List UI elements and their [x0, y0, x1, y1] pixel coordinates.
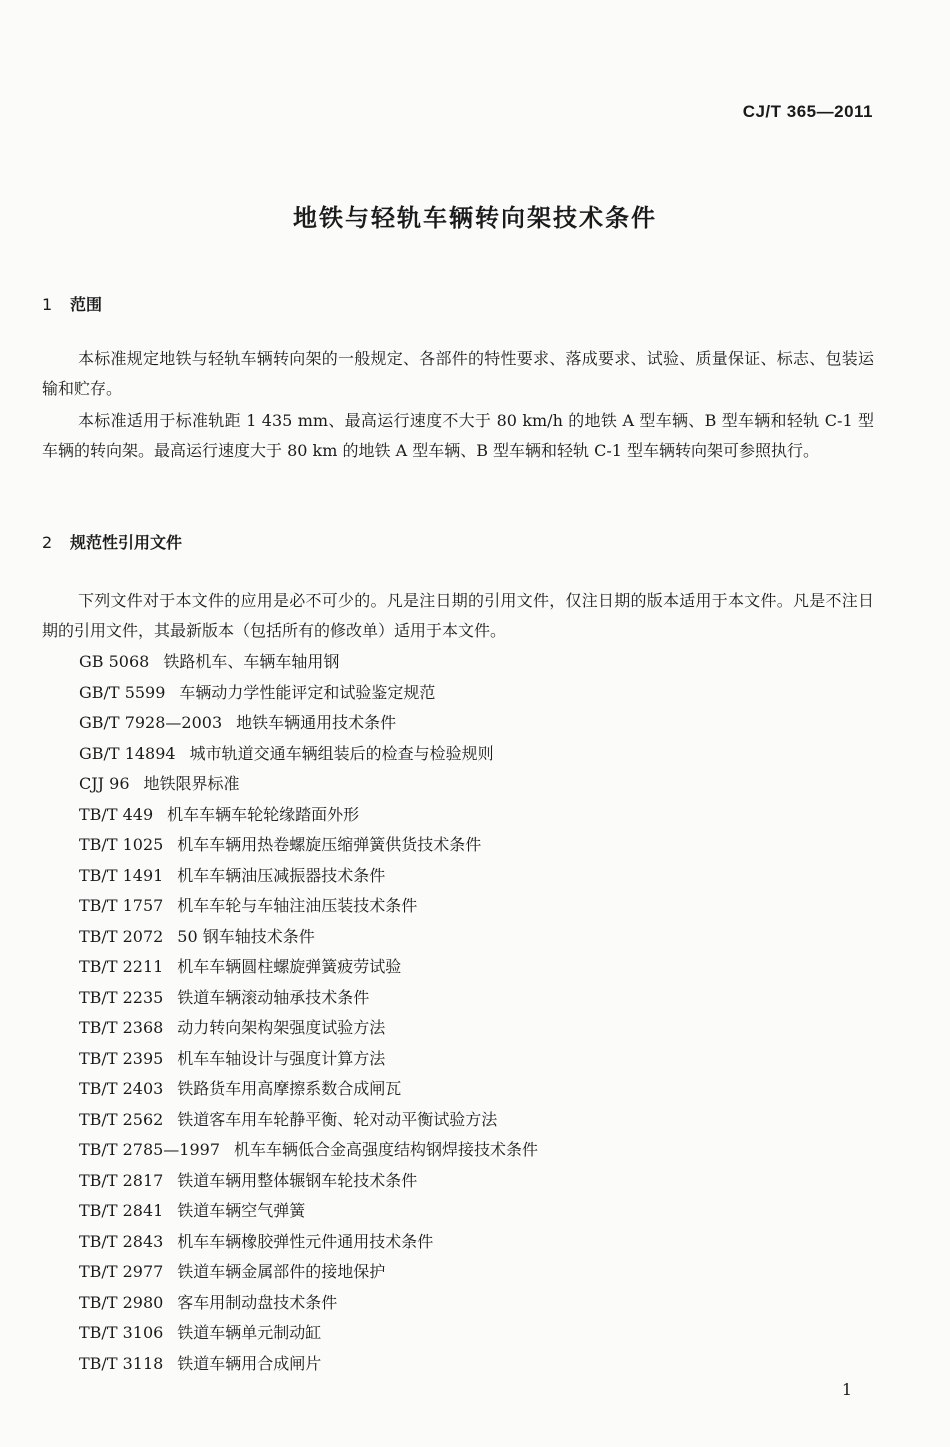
- reference-item: [79, 1257, 879, 1288]
- reference-name: 铁道车辆滚动轴承技术条件: [177, 987, 370, 1007]
- reference-code: CJJ 96: [79, 774, 130, 793]
- reference-item: [79, 769, 879, 800]
- section-2-number: 2: [42, 533, 53, 552]
- reference-name: 铁路机车、车辆车轴用钢: [163, 652, 340, 671]
- section-2-heading: [42, 530, 182, 553]
- reference-list: [79, 647, 879, 1379]
- reference-code: TB/T 2841: [79, 1201, 164, 1220]
- reference-name: 客车用制动盘技术条件: [177, 1292, 338, 1312]
- section-2-paragraph-1: 下列文件对于本文件的应用是必不可少的。凡是注日期的引用文件，仅注日期的版本适用于本文件。凡是不注日期的引用文件，其最新版本（包括所有的修改单）适用于本文件。: [42, 591, 874, 640]
- reference-name: 机车车辆车轮轮缘踏面外形: [167, 804, 360, 824]
- reference-item: [79, 952, 879, 983]
- reference-name: 机车车辆低合金高强度结构钢焊接技术条件: [234, 1140, 539, 1159]
- reference-code: TB/T 2785—1997: [79, 1140, 221, 1159]
- reference-code: TB/T 2562: [79, 1109, 164, 1129]
- reference-code: TB/T 2235: [79, 987, 164, 1007]
- section-1-paragraph-2: 本标准适用于标准轨距 1 435 mm、最高运行速度不大于 80 km/h 的地铁 A 型车辆、B 型车辆和轻轨 C-1 型车辆的转向架。最高运行速度大于 80 km 的地铁 A 型车辆、B 型车辆和轻轨 C-1 型车辆转向架可参照执行。: [42, 411, 874, 460]
- section-2-title: 规范性引用文件: [70, 533, 183, 552]
- reference-code: TB/T 2211: [79, 957, 164, 976]
- reference-name: 动力转向架构架强度试验方法: [177, 1018, 386, 1037]
- reference-name: 铁道车辆金属部件的接地保护: [177, 1262, 386, 1281]
- reference-code: TB/T 2368: [79, 1018, 164, 1037]
- reference-item: [79, 1074, 879, 1105]
- reference-name: 机车车辆圆柱螺旋弹簧疲劳试验: [177, 957, 402, 976]
- reference-code: TB/T 1025: [79, 835, 164, 854]
- reference-code: GB/T 7928—2003: [79, 713, 223, 732]
- reference-name: 铁道车辆单元制动缸: [177, 1323, 322, 1342]
- reference-name: 铁道车辆用整体辗钢车轮技术条件: [177, 1170, 418, 1190]
- page-number: 1: [841, 1380, 852, 1399]
- reference-name: 铁道车辆空气弹簧: [177, 1201, 306, 1220]
- reference-item: [79, 983, 879, 1014]
- standard-number: CJ/T 365—2011: [742, 102, 873, 121]
- reference-name: 铁路货车用高摩擦系数合成闸瓦: [177, 1079, 402, 1098]
- reference-item: [79, 739, 879, 770]
- reference-code: TB/T 2817: [79, 1170, 164, 1190]
- reference-item: [79, 1105, 879, 1136]
- reference-code: TB/T 2395: [79, 1048, 164, 1068]
- section-1-number: 1: [42, 295, 53, 314]
- reference-code: TB/T 1491: [79, 865, 164, 885]
- reference-item: [79, 830, 879, 861]
- reference-item: [79, 1196, 879, 1227]
- reference-name: 机车车辆橡胶弹性元件通用技术条件: [177, 1231, 434, 1251]
- reference-code: TB/T 1757: [79, 896, 164, 915]
- reference-item: [79, 800, 879, 831]
- reference-item: [79, 678, 879, 709]
- reference-item: [79, 1013, 879, 1044]
- reference-item: [79, 1166, 879, 1197]
- reference-name: 机车车轴设计与强度计算方法: [177, 1048, 386, 1068]
- reference-item: [79, 922, 879, 953]
- reference-code: TB/T 2403: [79, 1079, 164, 1098]
- document-title: 地铁与轻轨车辆转向架技术条件: [293, 204, 657, 232]
- reference-item: [79, 708, 879, 739]
- section-1-paragraph-1: 本标准规定地铁与轻轨车辆转向架的一般规定、各部件的特性要求、落成要求、试验、质量保证、标志、包装运输和贮存。: [42, 349, 874, 398]
- reference-code: TB/T 2072: [79, 926, 164, 946]
- reference-item: [79, 647, 879, 678]
- reference-item: [79, 1227, 879, 1258]
- reference-item: [79, 1288, 879, 1319]
- reference-name: 机车车辆用热卷螺旋压缩弹簧供货技术条件: [177, 835, 482, 854]
- reference-name: 铁道客车用车轮静平衡、轮对动平衡试验方法: [177, 1109, 498, 1129]
- reference-code: TB/T 3106: [79, 1323, 164, 1342]
- reference-item: [79, 1044, 879, 1075]
- reference-code: GB/T 5599: [79, 682, 166, 702]
- reference-code: TB/T 449: [79, 804, 154, 824]
- reference-code: TB/T 2980: [79, 1292, 164, 1312]
- reference-name: 机车车轮与车轴注油压装技术条件: [177, 896, 418, 915]
- reference-name: 地铁限界标准: [143, 774, 240, 793]
- reference-code: GB/T 14894: [79, 743, 176, 763]
- reference-name: 50 钢车轴技术条件: [177, 926, 315, 946]
- reference-item: [79, 891, 879, 922]
- reference-item: [79, 861, 879, 892]
- reference-item: [79, 1318, 879, 1349]
- reference-code: GB 5068: [79, 652, 150, 671]
- reference-name: 机车车辆油压减振器技术条件: [177, 865, 386, 885]
- reference-code: TB/T 3118: [79, 1353, 164, 1373]
- reference-code: TB/T 2843: [79, 1231, 164, 1251]
- section-1-title: 范围: [70, 295, 103, 314]
- reference-code: TB/T 2977: [79, 1262, 164, 1281]
- reference-name: 铁道车辆用合成闸片: [177, 1353, 322, 1373]
- reference-name: 车辆动力学性能评定和试验鉴定规范: [179, 682, 436, 702]
- reference-name: 城市轨道交通车辆组装后的检查与检验规则: [189, 743, 494, 763]
- section-1-heading: [42, 292, 102, 315]
- reference-item: [79, 1135, 879, 1166]
- reference-name: 地铁车辆通用技术条件: [236, 713, 397, 732]
- reference-item: [79, 1349, 879, 1380]
